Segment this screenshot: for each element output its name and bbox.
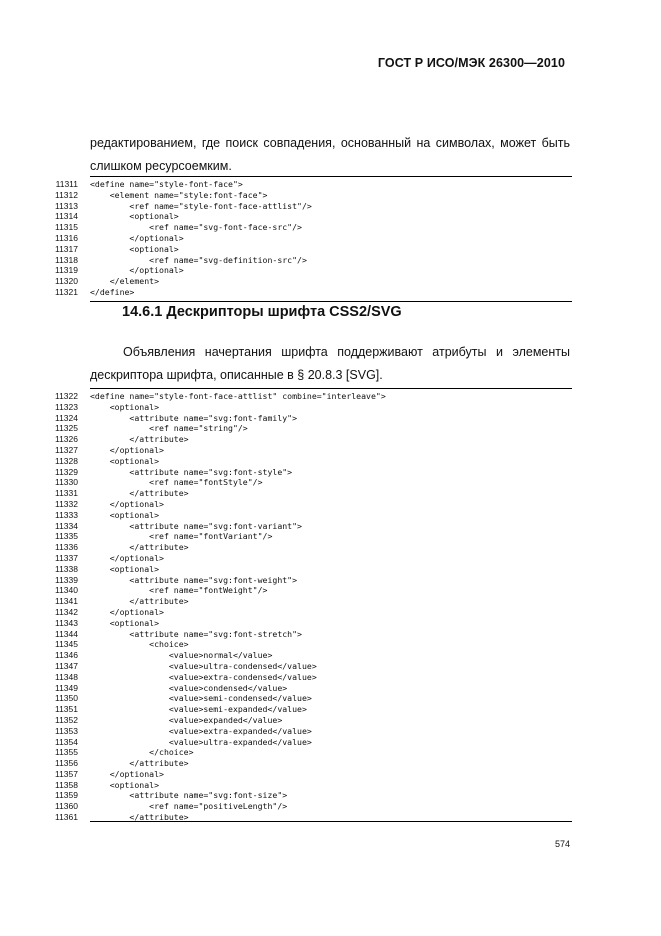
code-line <box>48 510 572 521</box>
code-block-2-bottom-rule <box>90 821 572 822</box>
code-line <box>48 467 572 478</box>
line-number: 11344 <box>54 628 78 639</box>
line-number: 11336 <box>54 542 78 553</box>
document-header: ГОСТ Р ИСО/МЭК 26300—2010 <box>377 56 565 70</box>
code-text: <value>semi-condensed</value> <box>90 693 312 704</box>
code-text: </optional> <box>90 498 164 509</box>
code-text: </attribute> <box>90 596 189 607</box>
code-block-1-top-rule <box>90 176 572 177</box>
code-text: </attribute> <box>90 434 189 445</box>
code-text: </define> <box>90 286 135 297</box>
code-line <box>48 575 572 586</box>
code-text: </optional> <box>90 444 164 455</box>
line-number: 11342 <box>54 606 78 617</box>
line-number: 11356 <box>54 758 78 769</box>
line-number: 11349 <box>54 682 78 693</box>
code-text: <element name="style:font-face"> <box>90 189 268 200</box>
code-text: <value>extra-expanded</value> <box>90 725 312 736</box>
code-line <box>48 445 572 456</box>
code-line <box>48 276 572 287</box>
code-text: <optional> <box>90 455 160 466</box>
code-line <box>48 402 572 413</box>
code-block-2-top-rule <box>90 388 572 389</box>
code-text: </attribute> <box>90 488 189 499</box>
line-number: 11339 <box>54 574 78 585</box>
code-text: <attribute name="svg:font-style"> <box>90 466 293 477</box>
code-text: <value>ultra-expanded</value> <box>90 736 312 747</box>
line-number: 11359 <box>54 790 78 801</box>
code-text: <optional> <box>90 617 160 628</box>
code-line <box>48 531 572 542</box>
line-number: 11355 <box>54 747 78 758</box>
line-number: 11337 <box>54 552 78 563</box>
line-number: 11340 <box>54 585 78 596</box>
section-paragraph: Объявления начертания шрифта поддерживают атрибуты и элементы дескриптора шрифта, описанные в § 20.8.3 [SVG]. <box>90 345 570 382</box>
line-number: 11350 <box>54 693 78 704</box>
code-text: <optional> <box>90 211 179 222</box>
code-line <box>48 233 572 244</box>
line-number: 11341 <box>54 596 78 607</box>
code-line <box>48 650 572 661</box>
line-number: 11319 <box>54 265 78 276</box>
line-number: 11316 <box>54 232 78 243</box>
code-line <box>48 683 572 694</box>
line-number: 11322 <box>54 391 78 401</box>
code-text: </element> <box>90 276 160 287</box>
code-text: <ref name="svg-font-face-src"/> <box>90 222 302 233</box>
code-text: <optional> <box>90 563 160 574</box>
line-number: 11334 <box>54 520 78 531</box>
line-number: 11325 <box>54 423 78 434</box>
code-line <box>48 423 572 434</box>
line-number: 11329 <box>54 466 78 477</box>
code-text: <attribute name="svg:font-family"> <box>90 412 298 423</box>
code-line <box>48 488 572 499</box>
code-text: </optional> <box>90 232 184 243</box>
code-line <box>48 179 572 190</box>
code-text: </optional> <box>90 606 164 617</box>
code-text: <ref name="string"/> <box>90 423 248 434</box>
code-line <box>48 780 572 791</box>
code-line <box>48 769 572 780</box>
line-number: 11347 <box>54 660 78 671</box>
code-line <box>48 542 572 553</box>
code-text: </attribute> <box>90 542 189 553</box>
code-line <box>48 737 572 748</box>
code-text: <optional> <box>90 243 179 254</box>
code-text: </choice> <box>90 747 194 758</box>
line-number: 11331 <box>54 488 78 499</box>
code-text: <value>normal</value> <box>90 650 273 661</box>
code-line <box>48 672 572 683</box>
code-text: </optional> <box>90 265 184 276</box>
line-number: 11323 <box>54 401 78 412</box>
line-number: 11312 <box>54 189 78 200</box>
code-text: <value>semi-expanded</value> <box>90 704 307 715</box>
code-line <box>48 758 572 769</box>
code-block-1-bottom-rule <box>90 301 572 302</box>
code-text: </optional> <box>90 768 164 779</box>
code-text: <ref name="fontStyle"/> <box>90 477 263 488</box>
line-number: 11346 <box>54 650 78 661</box>
code-line <box>48 456 572 467</box>
line-number: 11353 <box>54 725 78 736</box>
code-text: <ref name="style-font-face-attlist"/> <box>90 200 312 211</box>
code-line <box>48 704 572 715</box>
code-text: </attribute> <box>90 758 189 769</box>
code-text: <attribute name="svg:font-stretch"> <box>90 628 302 639</box>
code-line <box>48 693 572 704</box>
line-number: 11333 <box>54 509 78 520</box>
code-line <box>48 201 572 212</box>
code-line <box>48 790 572 801</box>
line-number: 11338 <box>54 563 78 574</box>
line-number: 11324 <box>54 412 78 423</box>
line-number: 11314 <box>54 211 78 222</box>
code-line <box>48 564 572 575</box>
line-number: 11354 <box>54 736 78 747</box>
code-line <box>48 244 572 255</box>
code-block-1 <box>48 179 572 298</box>
code-line <box>48 477 572 488</box>
code-line <box>48 639 572 650</box>
code-line <box>48 715 572 726</box>
line-number: 11326 <box>54 434 78 445</box>
code-text: <value>extra-condensed</value> <box>90 671 317 682</box>
code-text: <ref name="fontVariant"/> <box>90 531 273 542</box>
code-text: <attribute name="svg:font-size"> <box>90 790 288 801</box>
code-text: <optional> <box>90 401 160 412</box>
code-text: <ref name="fontWeight"/> <box>90 585 268 596</box>
code-line <box>48 521 572 532</box>
line-number: 11348 <box>54 671 78 682</box>
line-number: 11327 <box>54 444 78 455</box>
code-block-2 <box>48 391 572 823</box>
code-text: <value>ultra-condensed</value> <box>90 660 317 671</box>
code-line <box>48 434 572 445</box>
code-line <box>48 265 572 276</box>
code-line <box>48 607 572 618</box>
code-text: </optional> <box>90 552 164 563</box>
code-text: <attribute name="svg:font-weight"> <box>90 574 298 585</box>
line-number: 11321 <box>54 286 78 297</box>
line-number: 11352 <box>54 714 78 725</box>
code-text: <attribute name="svg:font-variant"> <box>90 520 302 531</box>
line-number: 11361 <box>54 812 78 823</box>
code-line <box>48 222 572 233</box>
code-line <box>48 585 572 596</box>
line-number: 11357 <box>54 768 78 779</box>
code-line <box>48 391 572 402</box>
code-text: <optional> <box>90 509 160 520</box>
code-line <box>48 629 572 640</box>
page-number: 574 <box>554 839 570 849</box>
code-line <box>48 211 572 222</box>
code-line <box>48 747 572 758</box>
line-number: 11332 <box>54 498 78 509</box>
code-line <box>48 499 572 510</box>
line-number: 11313 <box>54 200 78 211</box>
line-number: 11311 <box>55 179 78 189</box>
code-line <box>48 618 572 629</box>
code-line <box>48 596 572 607</box>
code-line <box>48 553 572 564</box>
code-text: <value>condensed</value> <box>90 682 288 693</box>
section-heading: 14.6.1 Дескрипторы шрифта CSS2/SVG <box>122 304 402 320</box>
code-text: <ref name="svg-definition-src"/> <box>90 254 307 265</box>
code-text: <ref name="positiveLength"/> <box>90 801 288 812</box>
line-number: 11345 <box>54 639 78 650</box>
code-line <box>48 287 572 298</box>
code-text: <define name="style-font-face-attlist" combine="interleave"> <box>90 391 386 401</box>
code-text: <optional> <box>90 779 160 790</box>
code-text: <choice> <box>90 639 189 650</box>
code-line <box>48 190 572 201</box>
line-number: 11351 <box>54 704 78 715</box>
line-number: 11360 <box>54 801 78 812</box>
code-line <box>48 413 572 424</box>
line-number: 11320 <box>54 276 78 287</box>
line-number: 11358 <box>54 779 78 790</box>
line-number: 11318 <box>54 254 78 265</box>
code-line <box>48 801 572 812</box>
line-number: 11315 <box>54 222 78 233</box>
code-line <box>48 661 572 672</box>
line-number: 11335 <box>54 531 78 542</box>
line-number: 11328 <box>54 455 78 466</box>
line-number: 11343 <box>54 617 78 628</box>
intro-paragraph: редактированием, где поиск совпадения, основанный на символах, может быть слишком ресурсоемким. <box>90 136 570 173</box>
code-line <box>48 255 572 266</box>
line-number: 11330 <box>54 477 78 488</box>
code-text: <define name="style-font-face"> <box>90 179 243 189</box>
line-number: 11317 <box>54 243 78 254</box>
code-line <box>48 726 572 737</box>
code-text: </attribute> <box>90 812 189 823</box>
code-text: <value>expanded</value> <box>90 714 283 725</box>
